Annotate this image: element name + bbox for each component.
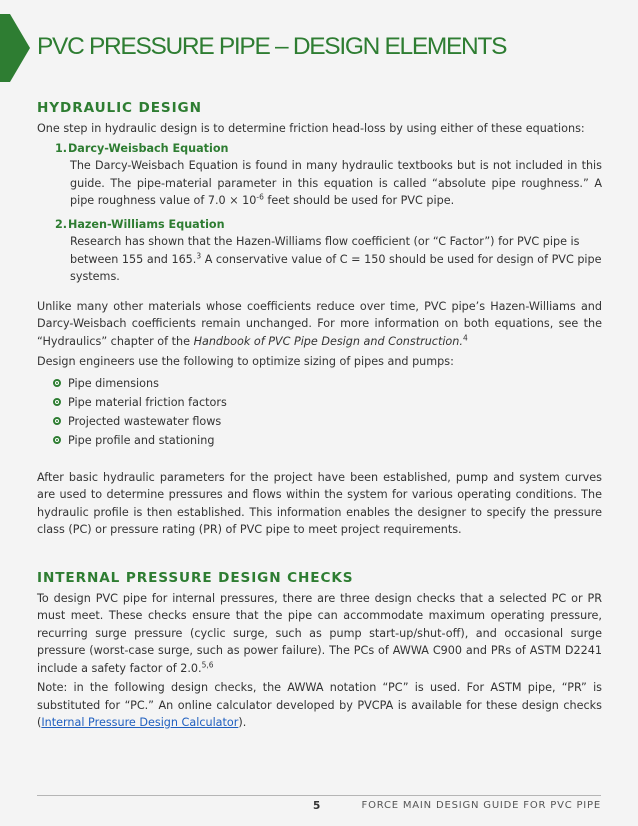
internal-pressure-heading: INTERNAL PRESSURE DESIGN CHECKS [37, 569, 354, 586]
list-item [37, 412, 602, 431]
equation-text: The Darcy-Weisbach Equation is found in many hydraulic textbooks but is not included in this guide. The pipe-material parameter in this equation is called “absolute pipe roughness.” A pipe roughness value of 7.0 × 10 [70, 159, 602, 207]
page-content [37, 99, 602, 732]
bullet-icon [53, 379, 61, 387]
coefficients-paragraph [37, 298, 602, 351]
footer-guide-title: FORCE MAIN DESIGN GUIDE FOR PVC PIPE [361, 800, 601, 811]
equation-item-darcy [37, 140, 602, 210]
equation-item-hazen [37, 216, 602, 286]
note-text-end: ). [238, 716, 247, 729]
note-paragraph [37, 679, 602, 732]
hydraulic-design-heading: HYDRAULIC DESIGN [37, 100, 202, 116]
internal-pressure-calculator-link[interactable]: Internal Pressure Design Calculator [41, 716, 239, 729]
bullet-text: Projected wastewater flows [68, 414, 222, 428]
list-item [37, 431, 602, 450]
optimize-bullet-list [37, 374, 602, 450]
hydraulic-intro: One step in hydraulic design is to determine friction head-loss by using either of these equations: [37, 122, 585, 135]
bullet-icon [53, 398, 61, 406]
equation-description [70, 157, 602, 210]
bullet-text: Pipe profile and stationing [68, 433, 215, 447]
list-item [37, 374, 602, 393]
equation-title: Hazen-Williams Equation [68, 217, 225, 231]
internal-pressure-paragraph [37, 590, 602, 678]
page-title: PVC PRESSURE PIPE – DESIGN ELEMENTS [37, 33, 507, 60]
list-item [37, 393, 602, 412]
chevron-tab-icon [0, 14, 30, 82]
equation-text-end: feet should be used for PVC pipe. [263, 194, 455, 207]
equation-text-end: A conservative value of C = 150 should be used for design of PVC pipe systems. [70, 252, 602, 283]
bullet-icon [53, 417, 61, 425]
paragraph-text: To design PVC pipe for internal pressures, there are three design checks that a selected PC or PR must meet. These checks ensure that the pipe can accommodate maximum operating pressure, recurring surge pressure (cyclic surge, such as pump start-up/shut-off), and occasional surge pressure (worst-case surge, such as power failure). The PCs of AWWA C900 and PRs of ASTM D2241 include a safety factor of 2.0. [37, 591, 602, 675]
footnote-ref: 5,6 [201, 659, 214, 669]
exponent: -6 [256, 192, 264, 202]
after-parameters-paragraph: After basic hydraulic parameters for the project have been established, pump and system curves are used to determine pressures and flows within the system for various operating conditions. The hydraulic profile is then established. This information enables the designer to specify the pressure class (PC) or pressure rating (PR) of PVC pipe to meet project requirements. [37, 470, 602, 536]
equation-list [37, 140, 602, 286]
note-text: Note: in the following design checks, the AWWA notation “PC” is used. For ASTM pipe, “PR” is substituted for “PC.” An online calculator developed by PVCPA is available for these design checks ( [37, 681, 602, 729]
footnote-ref: 4 [462, 332, 468, 342]
equation-description [70, 233, 602, 286]
footnote-ref: 3 [196, 250, 202, 260]
equation-number: 1. [55, 141, 68, 155]
equation-title: Darcy-Weisbach Equation [68, 141, 229, 155]
paragraph-text: Unlike many other materials whose coefficients reduce over time, PVC pipe’s Hazen-Williams and Darcy-Weisbach coefficients remain unchanged. For more information on both equations, see the “Hydraulics” chapter of the [37, 299, 602, 348]
bullet-icon [53, 436, 61, 444]
optimize-paragraph: Design engineers use the following to optimize sizing of pipes and pumps: [37, 355, 454, 368]
bullet-text: Pipe material friction factors [68, 395, 227, 409]
page-number: 5 [313, 800, 321, 812]
bullet-text: Pipe dimensions [68, 376, 159, 390]
equation-number: 2. [55, 217, 68, 231]
footer-divider [37, 795, 601, 796]
equation-text: Research has shown that the Hazen-Williams flow coefficient (or “C Factor”) for PVC pipe is between 155 and 165. [70, 235, 580, 266]
handbook-title: Handbook of PVC Pipe Design and Construction. [193, 334, 463, 348]
